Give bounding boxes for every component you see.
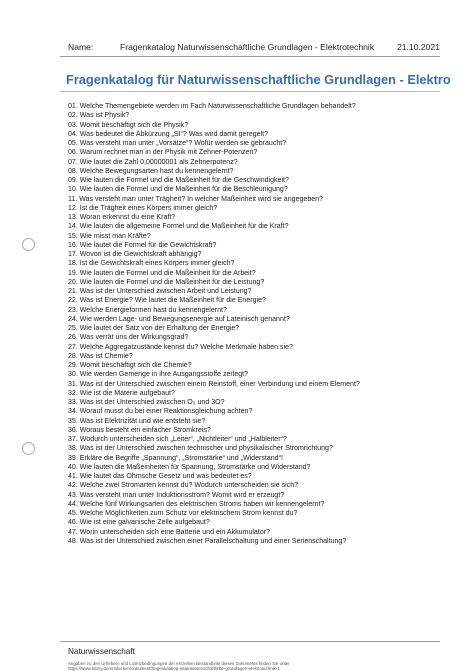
question-item: 46. Wie ist eine galvanische Zelle aufgebaut?	[68, 519, 210, 527]
question-item: 06. Warum rechnet man in der Physik mit Zehner-Potenzen?	[68, 149, 258, 157]
question-item: 19. Wie lauten die Formel und die Maßeinheit für die Arbeit?	[68, 269, 256, 277]
question-item: 14. Wie lauten die allgemeine Formel und die Maßeinheit für die Kraft?	[68, 223, 289, 231]
question-item: 12. Ist die Trägheit eines Körpers immer gleich?	[68, 204, 218, 212]
question-item: 21. Was ist der Unterschied zwischen Arbeit und Leistung?	[68, 288, 252, 295]
question-item: 09. Wie lauten die Formel und die Maßeinheit für die Geschwindigkeit?	[68, 177, 289, 184]
question-item: 41. Wie lautet das Ohmsche Gesetz und was bedeutet es?	[68, 473, 252, 480]
header-divider	[60, 56, 440, 57]
catalog-title: Fragenkatalog Naturwissenschaftliche Grundlagen - Elektrotechnik	[120, 42, 375, 52]
question-item: 44. Welche fünf Wirkungsarten des elektrischen Stroms haben wir kennengelernt?	[68, 500, 325, 508]
question-item: 32. Wie ist die Materie aufgebaut?	[68, 389, 175, 397]
question-item: 48. Was ist der Unterschied zwischen einer Parallelschaltung und einer Serienschaltung?	[68, 537, 347, 545]
question-item: 45. Welche Möglichkeiten zum Schutz vor elektrischem Strom kennst du?	[68, 510, 298, 517]
header-date: 21.10.2021	[396, 42, 440, 52]
question-item: 34. Worauf musst du bei einer Reaktionsgleichung achten?	[68, 408, 253, 416]
question-item: 08. Welche Bewegungsarten hast du kennengelernt?	[68, 167, 234, 175]
question-item: 16. Wie lautet die Formel für die Gewichtskraft?	[68, 241, 217, 249]
question-item: 47. Worin unterscheiden sich eine Batterie und ein Akkumulator?	[68, 528, 270, 536]
question-item: 01. Welche Themengebiete werden im Fach Naturwissenschaftliche Grundlagen behandelt?	[68, 103, 356, 110]
question-item: 29. Womit beschäftigt sich die Chemie?	[68, 362, 192, 369]
question-item: 39. Erkläre die Begriffe „Spannung“, „Stromstärke“ und „Widerstand“!	[68, 454, 283, 462]
question-item: 18. Ist die Gewichtskraft eines Körpers immer gleich?	[68, 260, 235, 268]
question-item: 15. Wie misst man Kräfte?	[68, 232, 151, 240]
question-item: 30. Wie werden Gemenge in ihre Ausgangsstoffe zerlegt?	[68, 371, 249, 379]
footer-divider	[60, 641, 440, 642]
footer-attribution: Angaben zu den Urhebern und Lizenzbedingungen der einzelnen Bestandteile dieses Dokuments finden Sie unter	[68, 661, 290, 666]
question-item: 43. Was versteht man unter Induktionsstrom? Womit wird er erzeugt?	[68, 491, 285, 499]
question-list	[68, 102, 448, 546]
question-item: 40. Wie lauten die Maßeinheiten für Spannung, Stromstärke und Widerstand?	[68, 463, 311, 471]
question-item: 38. Was ist der Unterschied zwischen technischer und physikalischer Stromrichtung?	[68, 445, 333, 453]
question-item: 23. Welche Energieformen hast du kennengelernt?	[68, 306, 227, 314]
question-item: 03. Womit beschäftigt sich die Physik?	[68, 121, 189, 129]
footer-subject: Naturwissenschaft	[68, 647, 135, 656]
question-item: 13. Woran erkennst du eine Kraft?	[68, 214, 176, 221]
question-item: 11. Was versteht man unter Trägheit? In welcher Maßeinheit wird sie angegeben?	[68, 195, 323, 203]
question-item: 33. Was ist der Unterschied zwischen O₃ und 3O?	[68, 399, 225, 406]
question-item: 42. Welche zwei Stromarten kennst du? Wodurch unterscheiden sie sich?	[68, 482, 299, 490]
question-item: 27. Welche Aggregatzustände kennst du? Welche Merkmale haben sie?	[68, 343, 293, 351]
title-divider	[60, 91, 440, 92]
name-label: Name:	[68, 42, 94, 52]
question-item: 05. Was versteht man unter „Vorsätze“? Wofür werden sie gebraucht?	[68, 140, 287, 147]
question-item: 17. Wovon ist die Gewichtskraft abhängig?	[68, 251, 202, 258]
question-item: 10. Wie lauten die Formel und die Maßeinheit für die Beschleunigung?	[68, 186, 288, 194]
question-item: 31. Was ist der Unterschied zwischen einem Reinstoff, einer Verbindung und einem Element?	[68, 380, 360, 388]
question-item: 28. Was ist Chemie?	[68, 352, 133, 360]
question-item: 24. Wie werden Lage- und Bewegungsenergie auf Lateinisch genannt?	[68, 315, 290, 323]
question-item: 02. Was ist Physik?	[68, 112, 130, 120]
question-item: 07. Wie lautet die Zahl 0,00000001 als Zehnerpotenz?	[68, 158, 238, 166]
punch-hole-upper	[22, 238, 35, 251]
footer-url[interactable]: https://www.tutory.de/entdecken/dokument/fragenkatalog-naturwissenschaftliche-grundlagen-elektrotechnik-1	[68, 666, 280, 671]
question-item: 22. Was ist Energie? Wie lautet die Maßeinheit für die Energie?	[68, 297, 266, 305]
question-item: 36. Woraus besteht ein einfacher Stromkreis?	[68, 426, 211, 434]
punch-hole-lower	[22, 442, 35, 455]
question-item: 04. Was bedeutet die Abkürzung „SI“? Was wird damit geregelt?	[68, 130, 269, 138]
question-item: 20. Wie lauten die Formel und die Maßeinheit für die Leistung?	[68, 278, 265, 286]
question-item: 35. Was ist Elektrizität und wie entsteht sie?	[68, 417, 206, 425]
question-item: 26. Was verrät uns der Wirkungsgrad?	[68, 334, 189, 342]
document-title: Fragenkatalog für Naturwissenschaftliche Grundlagen - Elektro	[66, 72, 451, 87]
question-item: 37. Wodurch unterscheiden sich „Leiter“, „Nichtleiter“ und „Halbleiter“?	[68, 436, 287, 443]
question-item: 25. Wie lautet der Satz von der Erhaltung der Energie?	[68, 325, 240, 332]
